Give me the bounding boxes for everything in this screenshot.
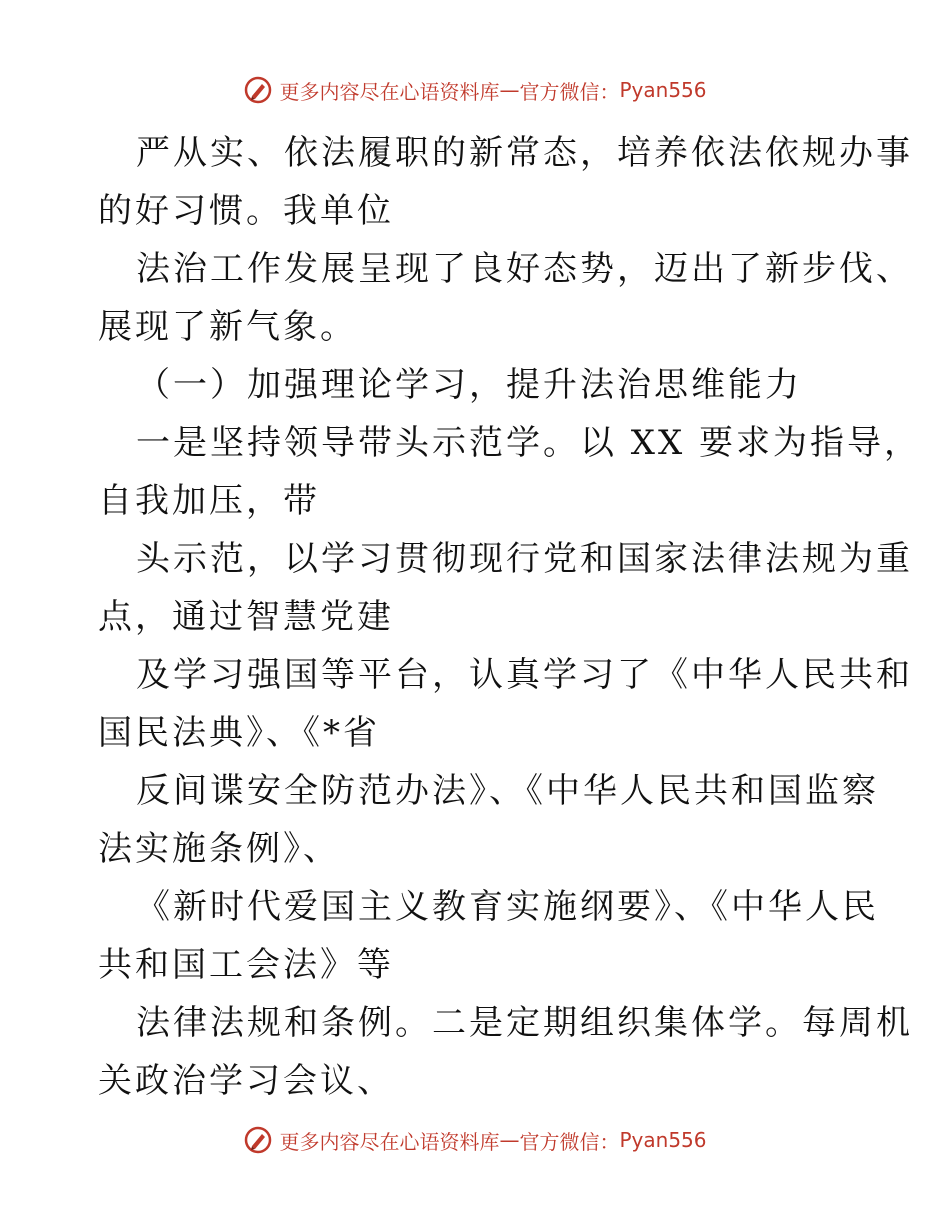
header-watermark [0, 70, 950, 110]
pen-circle-logo-icon [243, 1125, 273, 1155]
text-line: 国民法典》、《*省 [98, 713, 380, 753]
text-line: 法治工作发展呈现了良好态势，迈出了新步伐、 [136, 249, 913, 289]
footer-watermark [0, 1120, 950, 1160]
watermark-label: 官方微信： [519, 79, 620, 104]
watermark-site-name: 更多内容尽在心语资料库 [279, 1129, 500, 1154]
text-line: 展现了新气象。 [98, 307, 357, 347]
text-line: 关政治学习会议、 [98, 1061, 394, 1101]
pen-circle-logo-icon [243, 75, 273, 105]
text-line: 共和国工会法》等 [98, 945, 394, 985]
watermark-wechat-id: Pyan556 [619, 78, 707, 102]
text-line: 反间谍安全防范办法》、《中华人民共和国监察 [136, 771, 879, 811]
text-line: 一是坚持领导带头示范学。以 XX 要求为指导， [136, 423, 922, 463]
text-line: 点，通过智慧党建 [98, 597, 394, 637]
watermark-dash: — [499, 1128, 520, 1152]
text-line: 法实施条例》、 [98, 829, 340, 869]
document-body [98, 124, 922, 1110]
text-line: 《新时代爱国主义教育实施纲要》、《中华人民 [136, 887, 879, 927]
watermark-label: 官方微信： [519, 1129, 620, 1154]
text-line: 严从实、依法履职的新常态，培养依法依规办事 [136, 133, 913, 173]
text-line: 头示范，以学习贯彻现行党和国家法律法规为重 [136, 539, 913, 579]
text-line: 自我加压，带 [98, 481, 320, 521]
text-line: 的好习惯。我单位 [98, 191, 394, 231]
watermark-site-name: 更多内容尽在心语资料库 [279, 79, 500, 104]
text-line: 及学习强国等平台，认真学习了《中华人民共和 [136, 655, 913, 695]
text-line: 法律法规和条例。二是定期组织集体学。每周机 [136, 1003, 913, 1043]
watermark-dash: — [499, 78, 520, 102]
section-heading: （一）加强理论学习，提升法治思维能力 [136, 365, 802, 405]
watermark-wechat-id: Pyan556 [619, 1128, 707, 1152]
